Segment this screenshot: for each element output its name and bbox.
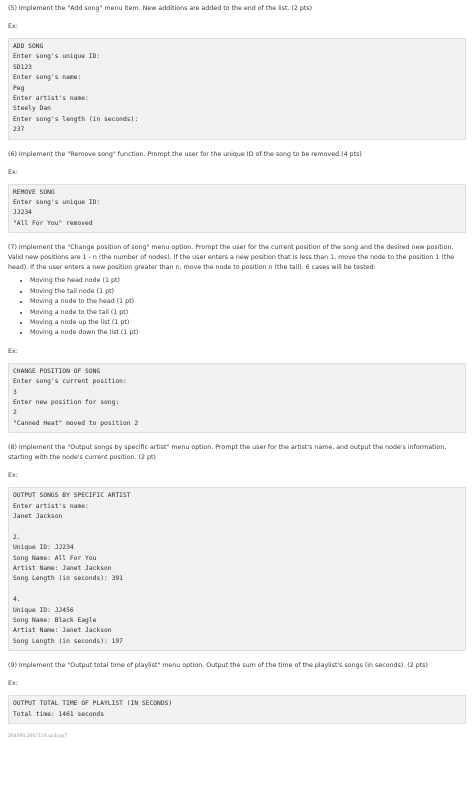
list-item: • Moving a node down the list (1 pt)	[30, 328, 466, 338]
code-block-add-song	[8, 38, 466, 140]
code-line: Enter song's name:	[13, 74, 82, 82]
section-6-instructions: (6) Implement the "Remove song" function. Prompt the user for the unique ID of the song to be removed.(4 pts)	[8, 150, 362, 158]
code-line: "All For You" removed	[13, 219, 93, 227]
section-8-instructions: (8) Implement the "Output songs by specific artist" menu option. Prompt the user for the artist's name, and output the node's information, starting with the node's current position. (2 pt)	[8, 444, 447, 462]
example-label: Ex:	[8, 472, 18, 480]
code-line: REMOVE SONG	[13, 188, 55, 196]
code-line: Enter new position for song:	[13, 398, 120, 406]
code-line: Enter song's length (in seconds):	[13, 115, 139, 123]
code-line	[13, 585, 461, 595]
code-line: 2.	[13, 533, 21, 541]
example-label: Ex:	[8, 168, 18, 176]
list-item: • Moving a node up the list (1 pt)	[30, 318, 466, 328]
code-line: Enter song's unique ID:	[13, 199, 101, 207]
example-label: Ex:	[8, 23, 18, 30]
code-line: Artist Name: Janet Jackson	[13, 627, 112, 635]
code-line: Song Name: Black Eagle	[13, 617, 97, 624]
code-line: Unique ID: JJ456	[13, 606, 74, 614]
code-line: 2	[13, 409, 17, 417]
code-line: OUTPUT TOTAL TIME OF PLAYLIST (IN SECONDS)	[13, 700, 173, 708]
code-line: Janet Jackson	[13, 512, 63, 520]
example-label: Ex:	[8, 680, 18, 688]
code-block-total-time	[8, 695, 466, 724]
code-line: CHANGE POSITION OF SONG	[13, 367, 101, 375]
code-line: Enter song's current position:	[13, 378, 127, 386]
code-line: Song Length (in seconds): 197	[13, 637, 123, 645]
code-line: OUTPUT SONGS BY SPECIFIC ARTIST	[13, 492, 131, 500]
list-item: • Moving a node to the head (1 pt)	[30, 297, 466, 307]
code-line: JJ234	[13, 209, 32, 217]
list-item: • Moving a node to the tail (1 pt)	[30, 308, 466, 318]
code-block-songs-by-artist	[8, 487, 466, 651]
code-line: 3	[13, 388, 17, 396]
code-line: Song Name: All For You	[13, 554, 97, 562]
code-line: Artist Name: Janet Jackson	[13, 564, 112, 572]
code-line: SD123	[13, 63, 32, 71]
section-5-instructions: (5) Implement the "Add song" menu item. New additions are added to the end of the list. (2 pts)	[8, 5, 313, 12]
code-line: 4.	[13, 596, 21, 604]
code-line: Enter artist's name:	[13, 502, 89, 510]
code-line	[13, 522, 461, 532]
example-label: Ex:	[8, 347, 18, 355]
code-line: Total time: 1461 seconds	[13, 710, 104, 718]
list-item: • Moving the head node (1 pt)	[30, 276, 466, 286]
code-line: Peg	[13, 84, 25, 92]
code-line: Enter artist's name:	[13, 95, 89, 103]
code-line: Song Length (in seconds): 391	[13, 575, 123, 583]
footer-id: 264090.2007154.qx3zqy7	[8, 734, 68, 740]
test-case-list	[8, 276, 466, 338]
code-line: 237	[13, 126, 25, 134]
code-line: Unique ID: JJ234	[13, 544, 74, 552]
section-9-instructions: (9) Implement the "Output total time of playlist" menu option. Output the sum of the time of the playlist's songs (in seconds). (2 pts)	[8, 662, 428, 670]
code-line: "Canned Heat" moved to position 2	[13, 419, 139, 427]
code-line: ADD SONG	[13, 43, 44, 50]
code-line: Steely Dan	[13, 105, 51, 113]
code-line: Enter song's unique ID:	[13, 53, 101, 61]
list-item: • Moving the tail node (1 pt)	[30, 287, 466, 297]
code-block-change-position	[8, 363, 466, 433]
section-7-instructions: (7) Implement the "Change position of song" menu option. Prompt the user for the current position of the song and the desired new position. Valid new positions are 1 - n (the number of nodes). If the user enters a new position that is less than 1, move the node to the position 1 (the head). If the user enters a new position greater than n, move the node to position n (the tail). 6 cases will be tested:	[8, 244, 455, 272]
code-block-remove-song	[8, 184, 466, 234]
